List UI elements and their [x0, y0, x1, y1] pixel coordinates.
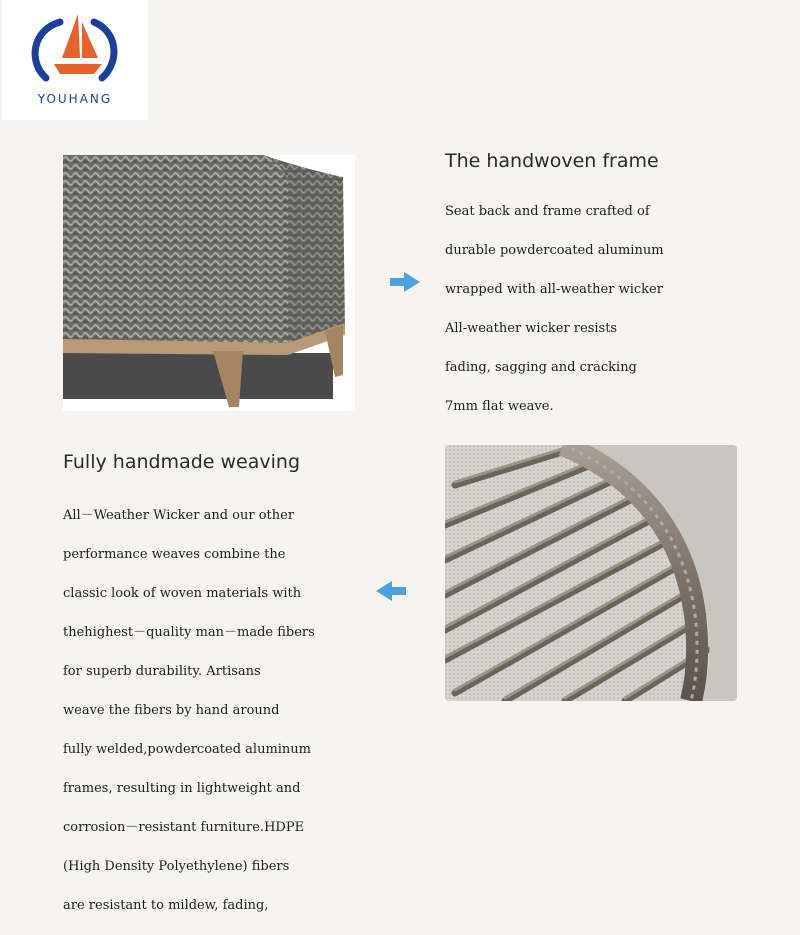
text-line: corrosion－resistant furniture.HDPE [63, 819, 305, 835]
text-line: thehighest－quality man－made fibers [63, 624, 315, 640]
text-line: fully welded,powdercoated aluminum [63, 741, 311, 757]
section-body-handmade-weaving [63, 486, 373, 935]
text-line: Seat back and frame crafted of [445, 203, 650, 219]
sailboat-logo-icon [2, 0, 148, 95]
text-line: All-weather wicker resists [445, 320, 618, 336]
text-line: performance weaves combine the [63, 546, 286, 562]
text-line: are resistant to mildew, fading, [63, 897, 269, 913]
text-line: durable powdercoated aluminum [445, 242, 664, 258]
text-line: weave the fibers by hand around [63, 702, 280, 718]
section-heading-handmade-weaving: Fully handmade weaving [63, 451, 300, 473]
text-line: for superb durability. Artisans [63, 663, 261, 679]
text-line: frames, resulting in lightweight and [63, 780, 301, 796]
text-line: fading, sagging and cracking [445, 359, 637, 375]
section-heading-handwoven-frame: The handwoven frame [445, 150, 659, 172]
brand-name: YOUHANG [37, 92, 113, 106]
text-line: 7mm flat weave. [445, 398, 554, 414]
text-line: wrapped with all-weather wicker [445, 281, 663, 297]
section-body-handwoven-frame [445, 182, 745, 436]
brand-logo [2, 0, 148, 120]
text-line: classic look of woven materials with [63, 585, 302, 601]
text-line: All－Weather Wicker and our other [63, 507, 295, 523]
arrow-right-icon [388, 270, 422, 298]
arrow-left-icon [374, 579, 408, 607]
rope-weaving-closeup-photo [445, 445, 737, 701]
text-line: (High Density Polyethylene) fibers [63, 858, 290, 874]
sofa-frame-photo [63, 155, 355, 411]
